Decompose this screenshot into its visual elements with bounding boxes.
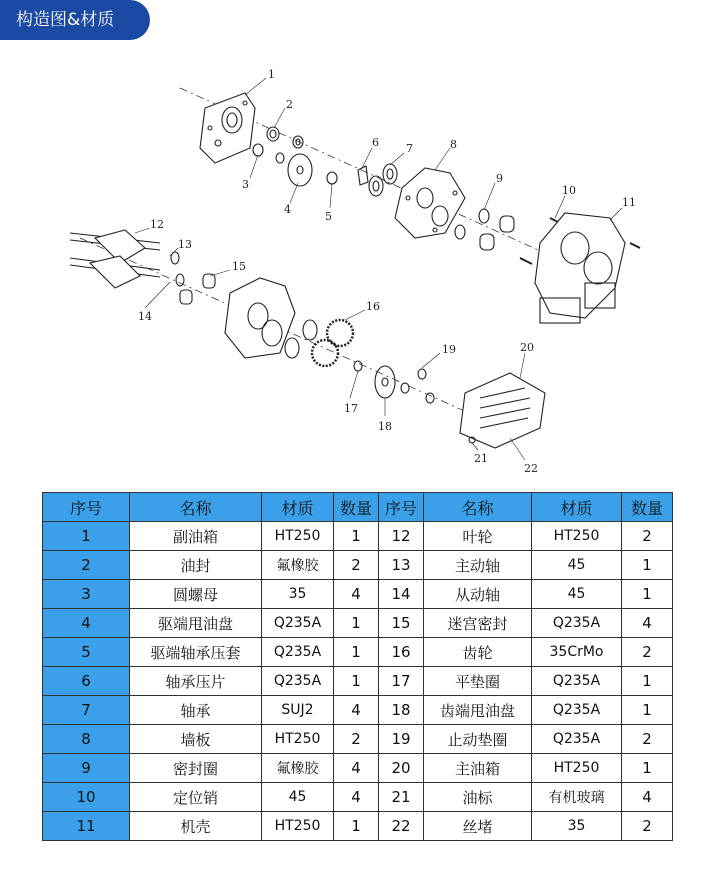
part-casing	[535, 213, 625, 323]
callout-13: 13	[178, 238, 192, 251]
header-quantity-1: 数量	[334, 493, 379, 522]
cell-quantity: 1	[622, 580, 673, 609]
table-header-row	[43, 493, 673, 522]
cell-quantity: 1	[334, 667, 379, 696]
cell-name: 轴承	[130, 696, 262, 725]
table-row	[43, 551, 673, 580]
cell-name: 油封	[130, 551, 262, 580]
cell-name: 副油箱	[130, 522, 262, 551]
table-row	[43, 638, 673, 667]
cell-name: 丝堵	[424, 812, 532, 841]
cell-material: HT250	[262, 725, 334, 754]
callout-16: 16	[366, 300, 380, 313]
cell-name: 墙板	[130, 725, 262, 754]
cell-quantity: 4	[334, 783, 379, 812]
cell-index: 7	[43, 696, 130, 725]
cell-material: 氟橡胶	[262, 754, 334, 783]
cell-index: 13	[379, 551, 424, 580]
cell-name: 从动轴	[424, 580, 532, 609]
header-index-1: 序号	[43, 493, 130, 522]
callout-5: 5	[325, 210, 332, 223]
table-row	[43, 522, 673, 551]
table-row	[43, 580, 673, 609]
callout-22: 22	[524, 462, 538, 475]
cell-name: 主动轴	[424, 551, 532, 580]
header-index-2: 序号	[379, 493, 424, 522]
cell-index: 6	[43, 667, 130, 696]
cell-material: 35	[532, 812, 622, 841]
cell-quantity: 2	[334, 725, 379, 754]
cell-name: 叶轮	[424, 522, 532, 551]
table-row	[43, 783, 673, 812]
cell-index: 3	[43, 580, 130, 609]
cell-quantity: 1	[334, 812, 379, 841]
cell-name: 机壳	[130, 812, 262, 841]
cell-name: 迷宫密封	[424, 609, 532, 638]
cell-quantity: 4	[334, 696, 379, 725]
cell-material: HT250	[532, 522, 622, 551]
cell-index: 19	[379, 725, 424, 754]
callout-20: 20	[520, 341, 534, 354]
cell-name: 密封圈	[130, 754, 262, 783]
cell-material: 45	[262, 783, 334, 812]
part-wall-plate-1	[395, 168, 465, 238]
callout-7: 7	[406, 142, 413, 155]
section-title: 构造图&材质	[0, 0, 150, 40]
cell-index: 18	[379, 696, 424, 725]
callout-9: 9	[496, 172, 503, 185]
cell-quantity: 1	[334, 609, 379, 638]
cell-quantity: 2	[622, 638, 673, 667]
table-row	[43, 812, 673, 841]
cell-index: 15	[379, 609, 424, 638]
part-gear-2	[312, 340, 338, 366]
table-row	[43, 667, 673, 696]
cell-quantity: 4	[334, 754, 379, 783]
cell-quantity: 2	[334, 551, 379, 580]
table-row	[43, 754, 673, 783]
part-aux-oil-tank	[200, 93, 255, 163]
cell-quantity: 2	[622, 725, 673, 754]
cell-quantity: 4	[622, 609, 673, 638]
callout-1: 1	[268, 68, 275, 81]
callout-12: 12	[150, 218, 164, 231]
cell-index: 10	[43, 783, 130, 812]
callout-18: 18	[378, 420, 392, 433]
cell-quantity: 4	[334, 580, 379, 609]
cell-material: 45	[532, 551, 622, 580]
callout-8: 8	[450, 138, 457, 151]
callout-3: 3	[242, 178, 249, 191]
cell-quantity: 1	[334, 638, 379, 667]
cell-name: 定位销	[130, 783, 262, 812]
cell-index: 17	[379, 667, 424, 696]
cell-index: 14	[379, 580, 424, 609]
exploded-view-diagram	[40, 48, 680, 488]
cell-quantity: 2	[622, 522, 673, 551]
cell-material: 有机玻璃	[532, 783, 622, 812]
cell-quantity: 4	[622, 783, 673, 812]
cell-name: 齿轮	[424, 638, 532, 667]
header-quantity-2: 数量	[622, 493, 673, 522]
parts-table	[42, 492, 673, 841]
cell-name: 圆螺母	[130, 580, 262, 609]
cell-name: 驱端轴承压套	[130, 638, 262, 667]
table-row	[43, 609, 673, 638]
cell-quantity: 1	[622, 667, 673, 696]
callout-11: 11	[622, 196, 636, 209]
cell-index: 12	[379, 522, 424, 551]
cell-material: 45	[532, 580, 622, 609]
cell-name: 油标	[424, 783, 532, 812]
header-material-2: 材质	[532, 493, 622, 522]
callout-15: 15	[232, 260, 246, 273]
cell-index: 16	[379, 638, 424, 667]
callout-4: 4	[284, 203, 291, 216]
part-impeller-shafts	[70, 230, 160, 288]
cell-index: 4	[43, 609, 130, 638]
callout-10: 10	[562, 184, 576, 197]
cell-material: Q235A	[532, 696, 622, 725]
cell-index: 1	[43, 522, 130, 551]
cell-material: 氟橡胶	[262, 551, 334, 580]
cell-name: 主油箱	[424, 754, 532, 783]
callout-6: 6	[372, 136, 379, 149]
cell-index: 2	[43, 551, 130, 580]
cell-index: 20	[379, 754, 424, 783]
callout-14: 14	[138, 310, 152, 323]
cell-material: Q235A	[532, 667, 622, 696]
header-material-1: 材质	[262, 493, 334, 522]
cell-index: 8	[43, 725, 130, 754]
header-name-2: 名称	[424, 493, 532, 522]
cell-material: 35CrMo	[532, 638, 622, 667]
cell-quantity: 1	[622, 551, 673, 580]
cell-name: 平垫圈	[424, 667, 532, 696]
cell-index: 22	[379, 812, 424, 841]
cell-name: 齿端甩油盘	[424, 696, 532, 725]
cell-index: 11	[43, 812, 130, 841]
table-row	[43, 696, 673, 725]
part-wall-plate-2	[225, 278, 295, 358]
table-row	[43, 725, 673, 754]
cell-quantity: 2	[622, 812, 673, 841]
cell-material: HT250	[262, 812, 334, 841]
cell-material: SUJ2	[262, 696, 334, 725]
cell-material: HT250	[262, 522, 334, 551]
cell-material: Q235A	[262, 609, 334, 638]
cell-index: 9	[43, 754, 130, 783]
callout-21: 21	[474, 452, 488, 465]
cell-name: 轴承压片	[130, 667, 262, 696]
cell-index: 21	[379, 783, 424, 812]
cell-material: 35	[262, 580, 334, 609]
cell-quantity: 1	[622, 696, 673, 725]
cell-material: Q235A	[532, 725, 622, 754]
header-name-1: 名称	[130, 493, 262, 522]
callout-19: 19	[442, 343, 456, 356]
part-main-oil-tank	[460, 373, 545, 448]
callout-17: 17	[344, 402, 358, 415]
cell-material: Q235A	[262, 638, 334, 667]
cell-index: 5	[43, 638, 130, 667]
cell-name: 驱端甩油盘	[130, 609, 262, 638]
cell-quantity: 1	[334, 522, 379, 551]
cell-quantity: 1	[622, 754, 673, 783]
cell-material: Q235A	[532, 609, 622, 638]
callout-2: 2	[286, 98, 293, 111]
cell-name: 止动垫圈	[424, 725, 532, 754]
cell-material: HT250	[532, 754, 622, 783]
cell-material: Q235A	[262, 667, 334, 696]
